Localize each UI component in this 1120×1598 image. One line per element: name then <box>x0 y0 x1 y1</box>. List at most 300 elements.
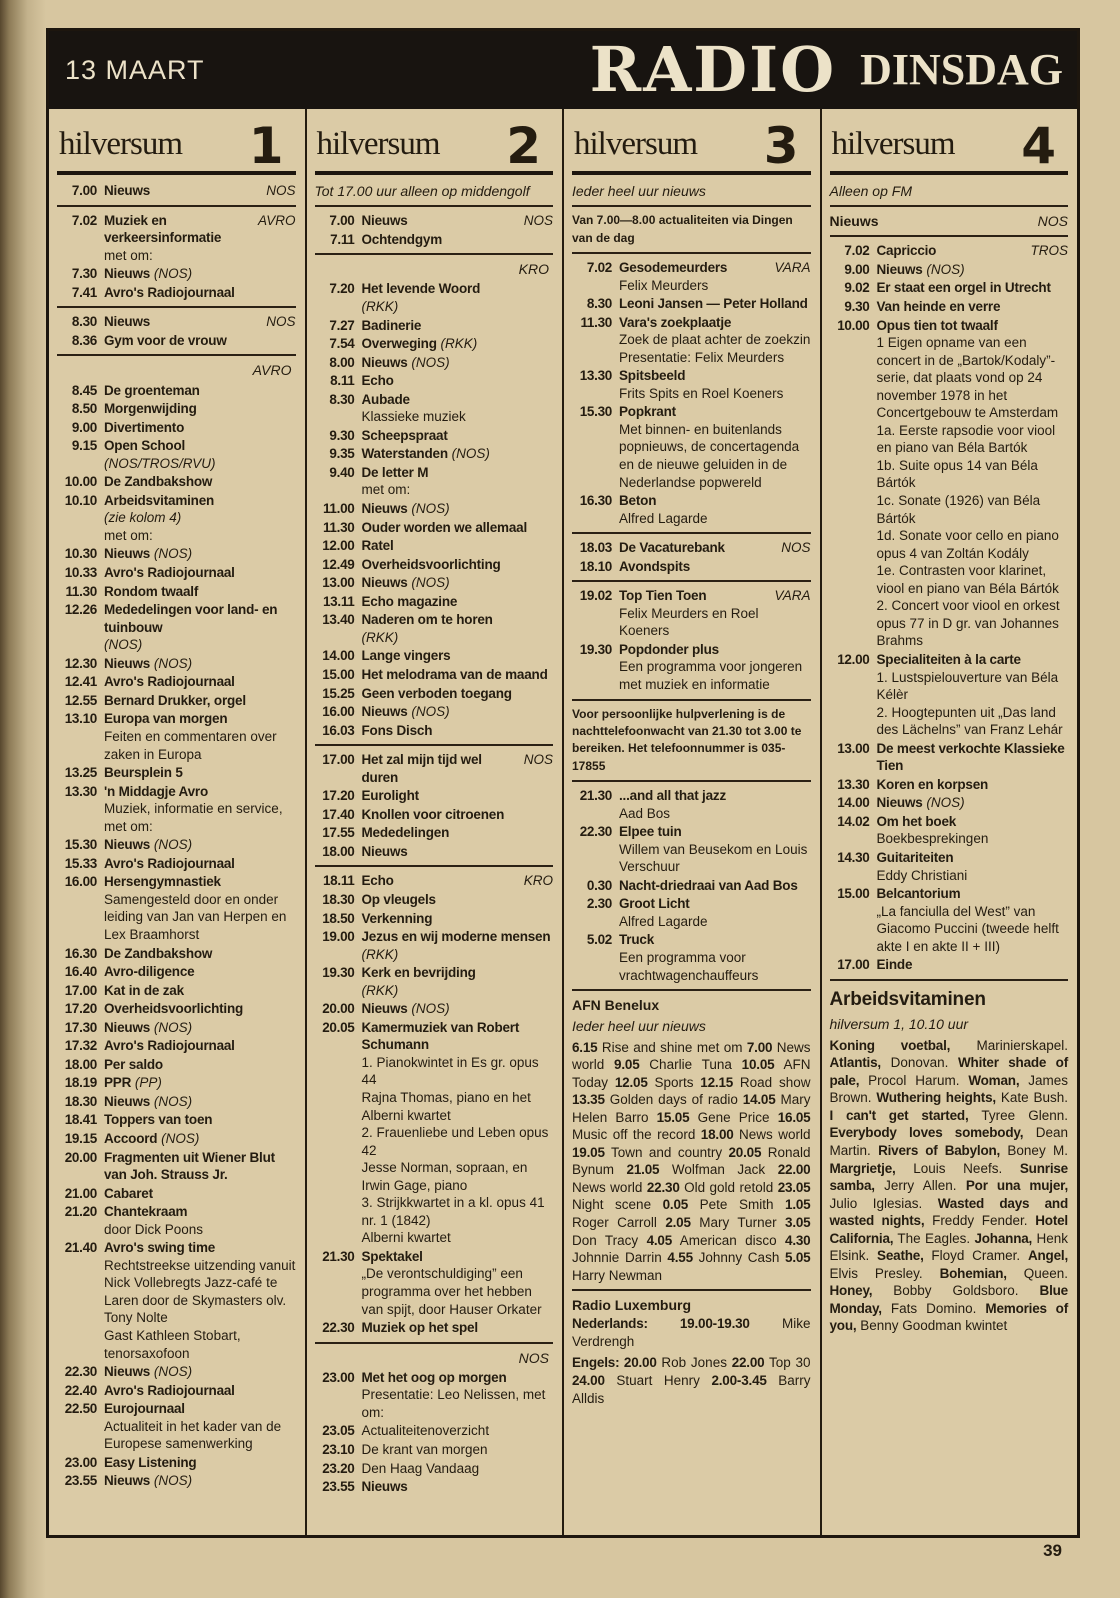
program-title: Popdonder plus <box>619 641 719 657</box>
separator-line <box>57 306 296 308</box>
program-title-suffix: (NOS) <box>150 1093 193 1109</box>
program-title: Toppers van toen <box>104 1112 213 1128</box>
program-description: Eddy Christiani <box>876 867 968 883</box>
program-time: 14.00 <box>322 648 355 664</box>
program-title: Avro's Radiojournaal <box>104 1038 235 1054</box>
program-title: Groot Licht <box>619 896 690 912</box>
program-time: 17.40 <box>322 806 355 822</box>
program-entry <box>315 891 554 909</box>
program-entry-body <box>877 651 1069 739</box>
program-time: 18.19 <box>64 1075 97 1091</box>
program-entry <box>572 403 811 491</box>
program-entry-body <box>104 982 296 1000</box>
program-title: Arbeidsvitaminen <box>104 492 215 508</box>
program-title-line <box>877 813 1069 831</box>
program-description: Alfred Lagarde <box>619 510 708 526</box>
column-note: Ieder heel uur nieuws <box>572 1018 706 1035</box>
program-description: (zie kolom 4) <box>104 510 182 526</box>
program-entry <box>315 372 554 390</box>
program-title: Leoni Jansen — Peter Holland <box>619 296 808 312</box>
program-title-line <box>877 849 1069 867</box>
program-time: 17.00 <box>322 752 355 768</box>
program-entry <box>315 647 554 665</box>
program-title: Nieuws <box>361 213 408 229</box>
program-entry <box>315 824 554 842</box>
program-entry-body <box>362 335 554 353</box>
program-entry-body <box>104 855 296 873</box>
page-date: 13 MAART <box>65 54 205 85</box>
program-title-line <box>362 666 554 684</box>
program-entry-body <box>104 419 296 437</box>
column-header <box>57 111 296 175</box>
program-entry <box>572 641 811 694</box>
program-entry <box>57 313 296 331</box>
program-time: 22.50 <box>64 1401 97 1417</box>
program-entry <box>830 813 1069 848</box>
program-entry <box>57 1239 296 1362</box>
program-time: 12.00 <box>837 651 870 667</box>
program-entry <box>57 265 296 283</box>
program-title: Van heinde en verre <box>876 299 1001 315</box>
program-title: Avro's Radiojournaal <box>104 674 235 690</box>
program-title-line <box>362 1319 554 1337</box>
network-label: AVRO <box>252 362 292 379</box>
program-title-suffix: (PP) <box>131 1075 162 1091</box>
program-entry-body <box>104 601 296 654</box>
program-title-line <box>362 910 554 928</box>
program-entry-body <box>619 539 811 557</box>
program-title-line <box>877 261 1069 279</box>
program-time: 13.30 <box>64 783 97 799</box>
program-entry <box>315 806 554 824</box>
program-title-line <box>104 492 296 510</box>
program-entry-body <box>362 556 554 574</box>
program-entry-body <box>104 945 296 963</box>
program-entry <box>57 710 296 763</box>
network-label: NOS <box>266 314 296 330</box>
column-header <box>572 111 811 175</box>
program-title-line <box>104 545 296 563</box>
program-title-line <box>104 945 296 963</box>
program-title: Guitariteiten <box>876 849 954 865</box>
program-entry-body <box>362 611 554 646</box>
program-time: 8.45 <box>71 382 97 398</box>
program-description: 2. Frauenliebe und Leben opus 42 <box>361 1125 549 1158</box>
program-title: Ouder worden we allemaal <box>361 519 528 535</box>
program-description: Presentatie: Felix Meurders <box>619 349 785 365</box>
program-time: 15.00 <box>322 666 355 682</box>
program-entry <box>572 314 811 367</box>
program-entry <box>57 1019 296 1037</box>
program-time: 13.00 <box>837 740 870 756</box>
program-entry-body <box>619 877 811 895</box>
program-entry <box>830 651 1069 739</box>
program-title-suffix: (NOS) <box>150 837 193 853</box>
program-title-line <box>104 836 296 854</box>
network-label: KRO <box>523 873 553 889</box>
program-title: Gym voor de vrouw <box>104 332 227 348</box>
program-entry-body <box>877 242 1069 260</box>
radio-masthead: RADIO <box>589 33 837 106</box>
program-entry-body <box>877 813 1069 848</box>
program-description: Gast Kathleen Stobart, tenorsaxofoon <box>104 1328 241 1361</box>
program-time: 5.02 <box>586 932 612 948</box>
program-time: 8.30 <box>71 314 97 330</box>
program-title: Avro's Radiojournaal <box>104 1382 235 1398</box>
program-title-line <box>362 593 554 611</box>
program-entry <box>315 519 554 537</box>
program-time: 7.02 <box>71 212 97 228</box>
program-title-line <box>104 1363 296 1381</box>
program-entry-body <box>877 776 1069 794</box>
program-title-suffix: (NOS) <box>150 655 193 671</box>
program-title-line <box>877 885 1069 903</box>
program-entry-body <box>362 574 554 592</box>
program-title: Avondspits <box>619 558 691 574</box>
program-description: Samengesteld door en onder leiding van Jan van Herpen en Lex Braamhorst <box>104 891 287 942</box>
program-title-line <box>877 298 1069 316</box>
program-time: 17.30 <box>64 1019 97 1035</box>
program-title-line <box>104 1149 296 1184</box>
separator-line <box>315 1342 554 1344</box>
program-description: door Dick Poons <box>104 1221 204 1237</box>
program-entry-body <box>619 787 811 822</box>
program-entry <box>830 956 1069 974</box>
program-time: 7.20 <box>329 281 355 297</box>
program-title: Echo <box>361 373 394 389</box>
separator-line <box>572 989 811 991</box>
program-title: Nieuws <box>104 183 151 198</box>
program-title-line <box>362 354 554 372</box>
program-time: 12.49 <box>322 556 355 572</box>
program-entry-body <box>362 1369 554 1422</box>
program-time: 7.30 <box>71 266 97 282</box>
column-note: Ieder heel uur nieuws <box>572 183 706 199</box>
program-title: Opus tien tot twaalf <box>876 317 998 333</box>
program-entry-body <box>362 787 554 805</box>
program-title-line <box>362 964 554 982</box>
program-time: 19.15 <box>64 1130 97 1146</box>
program-title: Lange vingers <box>361 648 451 664</box>
program-title: De groenteman <box>104 382 200 398</box>
program-description: Frits Spits en Roel Koeners <box>619 385 784 401</box>
program-title: Nieuws <box>361 501 408 517</box>
program-time: 10.30 <box>64 546 97 562</box>
program-entry <box>315 843 554 861</box>
program-title: Hersengymnastiek <box>104 874 221 890</box>
program-entry <box>315 1369 554 1422</box>
program-time: 18.03 <box>579 540 612 556</box>
program-time: 17.00 <box>837 957 870 973</box>
program-title: Nieuws <box>361 1001 408 1017</box>
separator-line <box>315 205 554 207</box>
program-title-line <box>104 1111 296 1129</box>
program-entry <box>57 692 296 710</box>
program-title-line <box>104 400 296 418</box>
program-entry <box>57 1074 296 1092</box>
program-time: 8.30 <box>329 391 355 407</box>
program-title: Nieuws <box>104 655 151 671</box>
program-time: 16.40 <box>64 964 97 980</box>
program-description: 1. Pianokwintet in Es gr. opus 44 <box>361 1054 539 1088</box>
column-number: 2 <box>506 117 541 175</box>
program-entry <box>315 556 554 574</box>
separator-line <box>57 205 296 207</box>
program-title-line <box>104 332 296 350</box>
program-time: 16.03 <box>322 722 355 738</box>
program-entry <box>57 855 296 873</box>
program-entry-body <box>104 963 296 981</box>
program-entry <box>830 885 1069 955</box>
program-title-line <box>362 891 554 909</box>
program-time: 15.25 <box>322 685 355 701</box>
program-time: 7.54 <box>329 336 355 352</box>
separator-line <box>572 580 811 582</box>
program-time: 13.25 <box>64 765 97 781</box>
program-entry <box>57 945 296 963</box>
program-description: met om: <box>104 527 153 543</box>
program-time: 13.10 <box>64 711 97 727</box>
program-entry <box>57 1185 296 1203</box>
program-title-line <box>362 685 554 703</box>
program-description: 1a. Eerste rapsodie voor viool en piano van Béla Bartók <box>876 422 1056 456</box>
network-label: AVRO <box>257 212 296 228</box>
program-entry-body <box>877 956 1069 974</box>
program-title-line <box>619 539 811 557</box>
program-time: 18.11 <box>322 873 355 889</box>
program-entry <box>315 964 554 999</box>
section-heading-text: AFN Benelux <box>572 997 660 1014</box>
program-entry-body <box>877 261 1069 279</box>
program-entry <box>572 539 811 557</box>
program-time: 11.30 <box>65 583 97 599</box>
program-entry-body <box>877 885 1069 955</box>
program-time: 9.02 <box>844 280 870 296</box>
section-heading <box>830 212 1069 230</box>
program-description: 1c. Sonate (1926) van Béla Bártók <box>876 493 1041 526</box>
program-time: 12.55 <box>64 692 97 708</box>
program-entry-body <box>362 1319 554 1337</box>
program-entry-body <box>104 783 296 836</box>
program-title: Bernard Drukker, orgel <box>104 692 246 708</box>
program-entry <box>315 537 554 555</box>
program-entry <box>572 492 811 527</box>
program-title-line <box>362 928 554 963</box>
program-time: 14.30 <box>837 849 870 865</box>
program-title-suffix: (NOS) <box>150 1364 193 1380</box>
program-time: 23.05 <box>322 1423 355 1439</box>
program-entry-body <box>877 298 1069 316</box>
program-entry-body <box>362 928 554 963</box>
program-title-suffix: (NOS) <box>150 546 193 562</box>
program-title-line <box>619 931 811 949</box>
program-entry-body <box>362 910 554 928</box>
program-description: met om: <box>361 482 411 498</box>
program-title: Specialiteiten à la carte <box>876 651 1021 667</box>
separator-line <box>572 532 811 534</box>
program-time: 14.02 <box>837 813 870 829</box>
program-time: 13.30 <box>579 368 612 384</box>
program-title: Er staat een orgel in Utrecht <box>876 280 1051 296</box>
program-title: Geen verboden toegang <box>361 685 512 701</box>
program-time: 17.32 <box>64 1038 97 1054</box>
program-title-suffix: (RKK) <box>436 336 478 352</box>
program-entry-body <box>619 641 811 694</box>
program-title-line <box>362 280 554 298</box>
program-time: 2.30 <box>586 896 612 912</box>
program-title-line <box>104 313 296 331</box>
column-number: 1 <box>248 117 284 175</box>
program-title: Het zal mijn tijd wel duren <box>361 752 482 785</box>
program-time: 16.30 <box>64 945 97 961</box>
program-title-line <box>362 445 554 463</box>
program-entry-body <box>362 593 554 611</box>
program-title-line <box>362 427 554 445</box>
program-time: 12.00 <box>322 538 355 554</box>
program-title-line <box>104 1400 296 1418</box>
separator-line <box>315 744 554 746</box>
program-description: (NOS) <box>104 637 143 653</box>
program-title: De Zandbakshow <box>104 945 213 961</box>
program-time: 14.00 <box>837 795 870 811</box>
program-title: Jezus en wij moderne mensen <box>361 929 551 945</box>
program-title: Nieuws <box>361 843 408 859</box>
program-title-line <box>362 231 554 249</box>
program-entry <box>315 787 554 805</box>
program-entry <box>57 182 296 200</box>
program-entry-body <box>104 1019 296 1037</box>
program-entry-body <box>104 764 296 782</box>
program-entry-body <box>619 403 811 491</box>
program-entry-body <box>619 314 811 367</box>
program-time: 9.35 <box>329 446 355 462</box>
program-title: Avro's swing time <box>104 1240 216 1256</box>
program-title: Spektakel <box>361 1248 423 1264</box>
program-entry-body <box>619 492 811 527</box>
program-entry <box>572 895 811 930</box>
program-time: 10.33 <box>64 565 97 581</box>
program-entry-body <box>104 655 296 673</box>
program-entry-body <box>362 212 554 230</box>
program-title-line <box>104 437 296 455</box>
program-title: Verkenning <box>361 910 433 926</box>
program-title: Eurojournaal <box>104 1401 185 1417</box>
program-title: De Vacaturebank <box>619 540 725 556</box>
program-entry-body <box>104 212 296 265</box>
program-time: 11.30 <box>580 314 612 330</box>
program-description: Rajna Thomas, piano en het Alberni kwartet <box>361 1089 531 1123</box>
program-time: 23.20 <box>322 1460 355 1476</box>
channel-column <box>820 109 1078 1538</box>
program-entry <box>57 382 296 400</box>
program-entry-body <box>362 666 554 684</box>
program-entry-body <box>104 564 296 582</box>
program-entry <box>572 259 811 294</box>
program-title-line <box>362 317 554 335</box>
program-entry-body <box>619 931 811 984</box>
program-entry <box>315 1460 554 1478</box>
program-time: 23.10 <box>322 1442 355 1458</box>
program-title: Het melodrama van de maand <box>361 666 548 682</box>
program-entry-body <box>104 1037 296 1055</box>
program-time: 7.02 <box>586 259 612 275</box>
program-title-line <box>104 710 296 728</box>
program-title: Nieuws <box>361 704 408 720</box>
program-title: Nieuws <box>361 354 408 370</box>
program-time: 21.00 <box>64 1185 97 1201</box>
program-time: 10.00 <box>64 474 97 490</box>
program-description: (NOS/TROS/RVU) <box>104 455 216 471</box>
program-entry-body <box>104 1000 296 1018</box>
program-title: Divertimento <box>104 419 185 435</box>
program-title: Belcantorium <box>876 886 961 902</box>
program-entry-body <box>619 259 811 294</box>
program-entry <box>315 611 554 646</box>
program-time: 15.30 <box>579 404 612 420</box>
program-entry-body <box>619 823 811 876</box>
program-title-line <box>877 317 1069 335</box>
program-entry-body <box>104 332 296 350</box>
program-title-line <box>362 537 554 555</box>
program-entry <box>315 928 554 963</box>
program-title-suffix: (NOS) <box>922 261 965 277</box>
program-entry-body <box>362 1441 554 1459</box>
program-entry <box>830 776 1069 794</box>
program-title: Fons Disch <box>361 722 433 738</box>
program-title-line <box>104 855 296 873</box>
program-title-line <box>619 259 811 277</box>
program-time: 15.30 <box>64 837 97 853</box>
program-title-line <box>104 182 296 200</box>
program-entry <box>57 1454 296 1472</box>
program-description: Rechtstreekse uitzending vanuit Nick Vollebregts Jazz-café te Laren door de Skymasters olv. Tony Nolte <box>104 1257 296 1326</box>
channel-column <box>49 109 305 1538</box>
program-description: Boekbesprekingen <box>876 831 989 847</box>
program-title: Nieuws <box>361 1479 408 1495</box>
program-title-line <box>619 895 811 913</box>
program-time: 18.00 <box>322 843 355 859</box>
program-title: Beursplein 5 <box>104 765 183 781</box>
program-entry <box>572 587 811 640</box>
program-time: 17.20 <box>322 788 355 804</box>
program-title-line <box>362 872 554 890</box>
program-title-line <box>104 655 296 673</box>
program-entry-body <box>362 500 554 518</box>
program-title-line <box>104 982 296 1000</box>
program-title: Truck <box>619 932 655 948</box>
program-entry-body <box>619 367 811 402</box>
program-description: 2. Concert voor viool en orkest opus 77 in D gr. van Johannes Brahms <box>876 598 1060 649</box>
program-entry <box>57 1400 296 1453</box>
program-entry-body <box>104 1074 296 1092</box>
program-entry <box>315 317 554 335</box>
program-title: PPR <box>104 1075 132 1091</box>
program-entry <box>315 445 554 463</box>
program-entry-body <box>362 872 554 890</box>
program-entry-body <box>362 354 554 372</box>
program-title: Open School <box>104 438 186 454</box>
program-time: 19.00 <box>322 929 355 945</box>
program-time: 10.10 <box>64 492 97 508</box>
program-title-line <box>362 574 554 592</box>
program-entry-body <box>362 1422 554 1440</box>
program-entry <box>315 751 554 786</box>
program-time: 9.30 <box>844 299 870 315</box>
network-label: VARA <box>774 259 811 275</box>
program-title: Met het oog op morgen <box>361 1369 507 1385</box>
service-note: Voor persoonlijke hulpverlening is de nachttelefoonwacht van 21.30 tot 3.00 te bereiken. Het telefoonnummer is 035-17855 <box>572 706 802 773</box>
network-label: NOS <box>523 752 553 768</box>
